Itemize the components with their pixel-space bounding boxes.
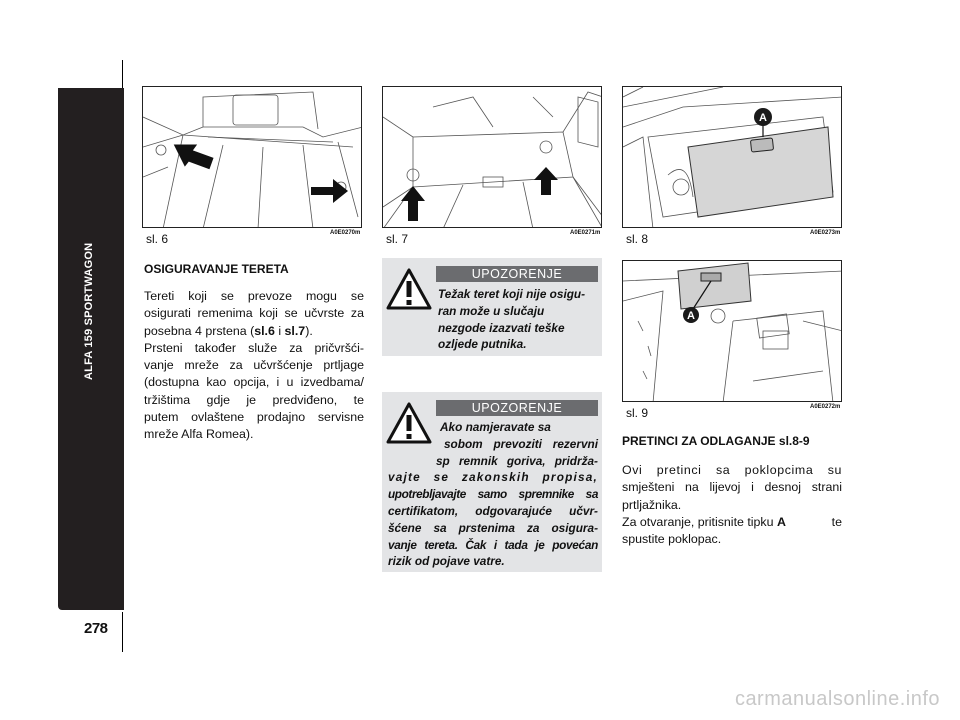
figure-sl9-callout: A <box>687 310 695 322</box>
figure-sl8-image <box>622 86 842 228</box>
text-line: (dostupna kao opcija, i u izvedbama/ <box>144 375 364 390</box>
figure-sl8-label: sl. 8 <box>626 232 649 246</box>
warning-box <box>382 392 602 572</box>
text-line: tržištima gdje je predviđeno, te <box>144 392 364 407</box>
crop-mark <box>122 60 123 88</box>
warning-text: Težak teret koji nije osigu- ran može u slučaju nezgode izazvati teške ozljede putnika. <box>438 287 586 352</box>
compartment-open-illustration <box>623 261 842 402</box>
figure-sl9-code: A0E0272m <box>810 404 841 410</box>
warning-text: Ako namjeravate sa sobom prevoziti rezervni sp remnik goriva, pridrža- vajte se zakonskih propisa, upotrebljavajte samo spremnike sa certifikatom, odgovarajuće učvr- šćene sa prstenima za osigura- vanje tereta. Čak i tada je povećan rizik od pojave vatre. <box>388 420 598 569</box>
text-line: Ovi pretinci sa poklopcima su <box>622 463 842 477</box>
figure-sl6-image <box>142 86 362 228</box>
text-line: osigurati remenima koji se učvrste za <box>144 306 364 321</box>
trunk-sides-illustration <box>383 87 602 228</box>
text-line: Za otvaranje, pritisnite tipku A te <box>622 514 842 529</box>
warning-triangle-icon <box>386 268 432 310</box>
figure-sl8-code: A0E0273m <box>810 230 841 236</box>
section-body <box>622 462 842 548</box>
text-line: mreže Alfa Romea). <box>144 427 254 442</box>
text-line: vanje mreže za učvršćenje prtljage <box>144 358 364 373</box>
text-line: Tereti koji se prevoze mogu se <box>144 289 364 303</box>
watermark: carmanualsonline.info <box>734 688 940 710</box>
warning-title: UPOZORENJE <box>436 266 598 282</box>
section-heading: OSIGURAVANJE TERETA <box>144 262 289 276</box>
section-heading: PRETINCI ZA ODLAGANJE sl.8-9 <box>622 434 810 448</box>
figure-sl7-label: sl. 7 <box>386 232 409 246</box>
crop-mark <box>122 612 123 652</box>
figure-sl7-image <box>382 86 602 228</box>
text-line: Prsteni također služe za pričvršći- <box>144 340 364 355</box>
text-line: posebna 4 prstena (sl.6 i sl.7). <box>144 323 313 338</box>
figure-sl9-image <box>622 260 842 402</box>
storage-compartment-illustration <box>623 87 842 228</box>
figure-sl9-label: sl. 9 <box>626 406 649 420</box>
warning-title: UPOZORENJE <box>436 400 598 416</box>
sidebar-title: ALFA 159 SPORTWAGON <box>83 242 95 380</box>
text-line: smješteni na lijevoj i desnoj strani <box>622 480 842 495</box>
figure-sl6-label: sl. 6 <box>146 232 169 246</box>
section-body <box>144 288 364 444</box>
figure-sl8-callout: A <box>759 112 767 124</box>
figure-sl6-code: A0E0270m <box>330 230 361 236</box>
text-line: prtljažnika. <box>622 497 682 512</box>
text-line: spustite poklopac. <box>622 532 722 547</box>
text-line: putem ovlaštene prodajno servisne <box>144 410 364 425</box>
trunk-floor-illustration <box>143 87 362 228</box>
warning-box <box>382 258 602 356</box>
page-number: 278 <box>84 620 108 637</box>
figure-sl7-code: A0E0271m <box>570 230 601 236</box>
